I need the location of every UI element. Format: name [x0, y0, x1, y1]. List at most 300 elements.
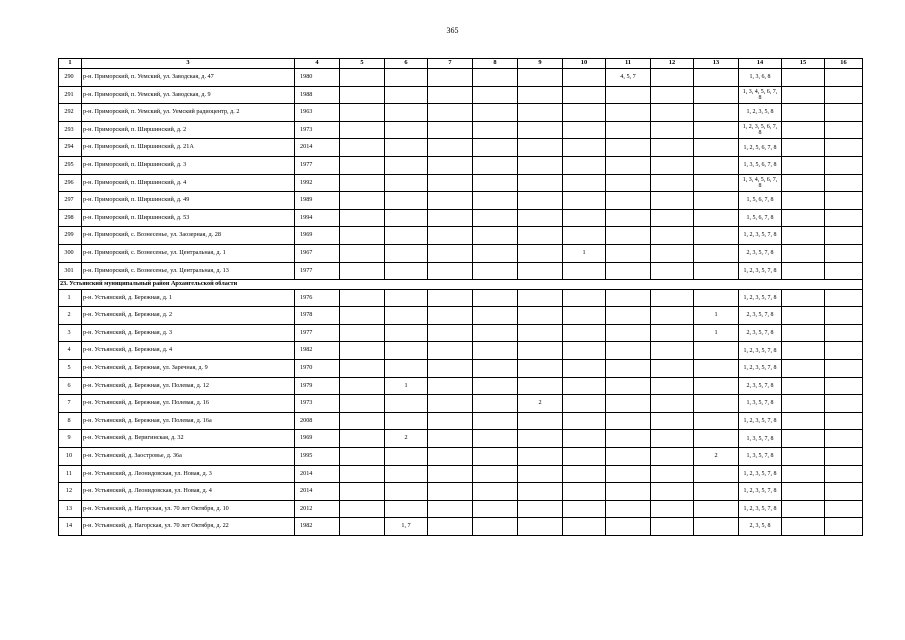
table-row: [59, 244, 863, 262]
table-cell-c9: [518, 342, 563, 360]
table-cell-c9: [518, 518, 563, 536]
table-cell-year: 1995: [295, 447, 340, 465]
table-cell-c9: 2: [518, 395, 563, 413]
table-cell-c9: [518, 465, 563, 483]
table-row: [59, 483, 863, 501]
table-cell-c10: [563, 227, 606, 245]
table-cell-c9: [518, 500, 563, 518]
table-cell-c7: [428, 289, 473, 307]
column-header: 3: [82, 59, 295, 69]
table-cell-c6: [385, 227, 428, 245]
table-cell-c11: 4, 5, 7: [606, 69, 651, 87]
table-cell-c11: [606, 289, 651, 307]
table-cell-c11: [606, 465, 651, 483]
table-cell-c8: [473, 518, 518, 536]
table-cell-c5: [340, 209, 385, 227]
table-cell-c13: [694, 412, 739, 430]
table-cell-c8: [473, 412, 518, 430]
table-cell-c14: 1, 2, 3, 5, 7, 8: [739, 465, 782, 483]
table-cell-n: 1: [59, 289, 82, 307]
table-cell-addr: р-н. Приморский, п. Уемский, ул. Заводская, д. 9: [82, 86, 295, 104]
table-cell-c6: 1: [385, 377, 428, 395]
table-cell-c7: [428, 104, 473, 122]
table-cell-c8: [473, 156, 518, 174]
column-header: 10: [563, 59, 606, 69]
table-cell-c9: [518, 307, 563, 325]
table-cell-c11: [606, 377, 651, 395]
table-cell-c14: 2, 3, 5, 8: [739, 518, 782, 536]
table-cell-c15: [782, 192, 825, 210]
table-cell-c11: [606, 262, 651, 280]
table-row: [59, 518, 863, 536]
table-cell-c9: [518, 69, 563, 87]
table-cell-c6: 1, 7: [385, 518, 428, 536]
table-cell-c9: [518, 209, 563, 227]
table-cell-c8: [473, 244, 518, 262]
table-cell-year: 1989: [295, 192, 340, 210]
table-cell-year: 2012: [295, 500, 340, 518]
table-cell-c10: [563, 518, 606, 536]
table-cell-c14: 1, 3, 4, 5, 6, 7, 8: [739, 86, 782, 104]
table-cell-c5: [340, 447, 385, 465]
table-cell-c16: [825, 244, 863, 262]
table-cell-c11: [606, 360, 651, 378]
table-cell-c8: [473, 289, 518, 307]
table-cell-c11: [606, 86, 651, 104]
table-cell-addr: р-н. Приморский, п. Ширшинский, д. 53: [82, 209, 295, 227]
table-cell-c10: [563, 465, 606, 483]
section-row: [59, 280, 863, 290]
table-cell-year: 1979: [295, 377, 340, 395]
table-cell-c10: [563, 377, 606, 395]
table-cell-c14: 1, 2, 3, 5, 7, 8: [739, 289, 782, 307]
table-cell-c7: [428, 86, 473, 104]
table-cell-c10: [563, 430, 606, 448]
table-cell-c5: [340, 307, 385, 325]
table-cell-c10: [563, 360, 606, 378]
table-cell-c16: [825, 156, 863, 174]
table-cell-c13: 2: [694, 447, 739, 465]
table-cell-c8: [473, 360, 518, 378]
table-cell-c5: [340, 121, 385, 139]
table-cell-n: 7: [59, 395, 82, 413]
table-cell-c11: [606, 244, 651, 262]
table-cell-c6: [385, 209, 428, 227]
table-cell-n: 14: [59, 518, 82, 536]
table-cell-c8: [473, 500, 518, 518]
table-cell-c9: [518, 483, 563, 501]
table-row: [59, 156, 863, 174]
table-cell-c12: [651, 192, 694, 210]
table-cell-c11: [606, 483, 651, 501]
table-cell-c13: [694, 192, 739, 210]
table-cell-c7: [428, 227, 473, 245]
table-cell-c7: [428, 156, 473, 174]
table-cell-c15: [782, 447, 825, 465]
table-row: [59, 86, 863, 104]
column-header: 1: [59, 59, 82, 69]
table-cell-c7: [428, 412, 473, 430]
table-cell-c13: [694, 86, 739, 104]
table-row: [59, 447, 863, 465]
table-cell-addr: р-н. Устьянский, д. Леонидовская, ул. Новая, д. 3: [82, 465, 295, 483]
table-cell-c16: [825, 518, 863, 536]
table-cell-c6: [385, 465, 428, 483]
table-cell-c5: [340, 262, 385, 280]
table-cell-c15: [782, 483, 825, 501]
table-cell-year: 1969: [295, 430, 340, 448]
table-cell-c7: [428, 377, 473, 395]
column-header: 8: [473, 59, 518, 69]
table-cell-c7: [428, 262, 473, 280]
table-cell-year: 1976: [295, 289, 340, 307]
table-cell-c8: [473, 324, 518, 342]
table-cell-c15: [782, 262, 825, 280]
table-cell-c11: [606, 307, 651, 325]
table-cell-c12: [651, 465, 694, 483]
column-header: 15: [782, 59, 825, 69]
table-cell-c16: [825, 360, 863, 378]
column-header: 16: [825, 59, 863, 69]
table-cell-c16: [825, 483, 863, 501]
table-cell-addr: р-н. Устьянский, д. Бережная, ул. Полевая, д. 12: [82, 377, 295, 395]
table-cell-n: 292: [59, 104, 82, 122]
table-cell-year: 2014: [295, 139, 340, 157]
table-cell-c14: 1, 2, 3, 5, 7, 8: [739, 227, 782, 245]
table-cell-c10: [563, 342, 606, 360]
table-cell-c7: [428, 121, 473, 139]
table-cell-c7: [428, 500, 473, 518]
table-cell-c6: 2: [385, 430, 428, 448]
table-cell-c15: [782, 500, 825, 518]
table-cell-c5: [340, 156, 385, 174]
table-cell-c10: [563, 174, 606, 192]
table-cell-c5: [340, 227, 385, 245]
table-cell-n: 291: [59, 86, 82, 104]
table-cell-c7: [428, 483, 473, 501]
table-cell-year: 1973: [295, 121, 340, 139]
table-cell-n: 10: [59, 447, 82, 465]
table-cell-c7: [428, 69, 473, 87]
table-cell-c10: [563, 307, 606, 325]
table-cell-c16: [825, 69, 863, 87]
table-cell-c5: [340, 430, 385, 448]
table-cell-c10: [563, 324, 606, 342]
table-cell-c5: [340, 412, 385, 430]
table-cell-c16: [825, 139, 863, 157]
table-cell-c11: [606, 430, 651, 448]
table-cell-c14: 1, 2, 3, 5, 7, 8: [739, 483, 782, 501]
table-cell-year: 1988: [295, 86, 340, 104]
table-cell-c12: [651, 86, 694, 104]
table-cell-c9: [518, 289, 563, 307]
table-cell-n: 13: [59, 500, 82, 518]
table-cell-c16: [825, 377, 863, 395]
table-cell-addr: р-н. Приморский, п. Ширшинский, д. 3: [82, 156, 295, 174]
table-cell-c12: [651, 244, 694, 262]
table-cell-c13: [694, 104, 739, 122]
table-cell-c15: [782, 289, 825, 307]
table-cell-c6: [385, 500, 428, 518]
table-cell-c16: [825, 342, 863, 360]
table-cell-c11: [606, 174, 651, 192]
table-cell-c11: [606, 227, 651, 245]
table-cell-c6: [385, 342, 428, 360]
table-cell-c15: [782, 104, 825, 122]
table-cell-c8: [473, 262, 518, 280]
table-cell-c8: [473, 447, 518, 465]
table-cell-c16: [825, 465, 863, 483]
table-cell-c7: [428, 465, 473, 483]
table-cell-c13: [694, 209, 739, 227]
table-cell-c15: [782, 227, 825, 245]
table-cell-c12: [651, 262, 694, 280]
table-cell-c10: [563, 104, 606, 122]
table-cell-c8: [473, 69, 518, 87]
table-cell-c6: [385, 244, 428, 262]
table-cell-c12: [651, 307, 694, 325]
table-row: [59, 209, 863, 227]
column-header: 14: [739, 59, 782, 69]
table-cell-addr: р-н. Устьянский, д. Бережная, ул. Полевая, д. 16а: [82, 412, 295, 430]
buildings-table: [58, 58, 863, 536]
table-cell-c13: [694, 377, 739, 395]
table-cell-c5: [340, 244, 385, 262]
table-cell-c10: [563, 121, 606, 139]
table-cell-year: 1970: [295, 360, 340, 378]
table-cell-c6: [385, 412, 428, 430]
table-cell-n: 297: [59, 192, 82, 210]
table-cell-year: 1977: [295, 156, 340, 174]
table-cell-c12: [651, 412, 694, 430]
section-title: 23. Устьянский муниципальный район Архангельской области: [59, 280, 863, 290]
table-cell-c5: [340, 86, 385, 104]
table-cell-addr: р-н. Устьянский, д. Бережная, д. 1: [82, 289, 295, 307]
table-cell-c13: [694, 262, 739, 280]
table-cell-addr: р-н. Устьянский, д. Веригинская, д. 32: [82, 430, 295, 448]
table-cell-c10: [563, 500, 606, 518]
table-cell-c6: [385, 395, 428, 413]
header-row: [59, 59, 863, 69]
table-cell-c11: [606, 518, 651, 536]
table-cell-c12: [651, 156, 694, 174]
table-cell-c13: [694, 69, 739, 87]
table-cell-c8: [473, 483, 518, 501]
table-cell-c6: [385, 262, 428, 280]
table-cell-addr: р-н. Устьянский, д. Заостровье, д. 36а: [82, 447, 295, 465]
table-row: [59, 360, 863, 378]
table-cell-c13: [694, 289, 739, 307]
table-cell-addr: р-н. Приморский, п. Уемский, ул. Уемский радиоцентр, д. 2: [82, 104, 295, 122]
table-cell-c14: 1, 2, 3, 5, 7, 8: [739, 500, 782, 518]
table-cell-c9: [518, 192, 563, 210]
table-cell-c14: 1, 5, 6, 7, 8: [739, 192, 782, 210]
table-cell-c10: [563, 447, 606, 465]
column-header: 12: [651, 59, 694, 69]
table-cell-c15: [782, 342, 825, 360]
table-cell-c11: [606, 342, 651, 360]
table-cell-c14: 1, 2, 3, 5, 8: [739, 104, 782, 122]
table-cell-year: 1967: [295, 244, 340, 262]
table-cell-c12: [651, 360, 694, 378]
table-cell-c16: [825, 121, 863, 139]
table-cell-c7: [428, 518, 473, 536]
table-cell-c5: [340, 174, 385, 192]
table-cell-c14: 1, 2, 3, 5, 6, 7, 8: [739, 121, 782, 139]
table-cell-c15: [782, 307, 825, 325]
table-cell-c11: [606, 139, 651, 157]
table-cell-c15: [782, 156, 825, 174]
table-row: [59, 342, 863, 360]
table-cell-c8: [473, 227, 518, 245]
table-cell-c9: [518, 121, 563, 139]
table-cell-c7: [428, 244, 473, 262]
table-cell-c16: [825, 500, 863, 518]
table-cell-c14: 1, 5, 6, 7, 8: [739, 209, 782, 227]
table-cell-c7: [428, 139, 473, 157]
column-header: 9: [518, 59, 563, 69]
table-cell-c12: [651, 395, 694, 413]
table-cell-c13: [694, 360, 739, 378]
column-header: 6: [385, 59, 428, 69]
table-row: [59, 500, 863, 518]
table-cell-c14: 2, 3, 5, 7, 8: [739, 244, 782, 262]
table-cell-c16: [825, 262, 863, 280]
table-row: [59, 262, 863, 280]
table-cell-addr: р-н. Приморский, с. Вознесенье, ул. Центральная, д. 13: [82, 262, 295, 280]
table-row: [59, 289, 863, 307]
table-cell-c11: [606, 395, 651, 413]
table-cell-c6: [385, 324, 428, 342]
table-cell-c6: [385, 483, 428, 501]
table-cell-c15: [782, 139, 825, 157]
table-cell-c11: [606, 156, 651, 174]
table-row: [59, 104, 863, 122]
table-cell-c13: [694, 156, 739, 174]
table-row: [59, 324, 863, 342]
table-row: [59, 307, 863, 325]
table-cell-c5: [340, 289, 385, 307]
table-row: [59, 412, 863, 430]
table-cell-n: 300: [59, 244, 82, 262]
table-cell-c14: 1, 2, 3, 5, 7, 8: [739, 412, 782, 430]
table-cell-c5: [340, 69, 385, 87]
table-cell-c12: [651, 289, 694, 307]
table-cell-c12: [651, 69, 694, 87]
table-cell-c9: [518, 262, 563, 280]
table-cell-c11: [606, 121, 651, 139]
table-cell-addr: р-н. Приморский, с. Вознесенье, ул. Центральная, д. 1: [82, 244, 295, 262]
table-cell-year: 1982: [295, 342, 340, 360]
table-cell-n: 12: [59, 483, 82, 501]
table-cell-c8: [473, 139, 518, 157]
table-cell-c16: [825, 395, 863, 413]
table-cell-c10: [563, 192, 606, 210]
table-cell-c15: [782, 209, 825, 227]
table-cell-c7: [428, 360, 473, 378]
table-cell-c13: [694, 174, 739, 192]
table-cell-c14: 1, 3, 4, 5, 6, 7, 8: [739, 174, 782, 192]
table-cell-c13: [694, 227, 739, 245]
table-cell-c6: [385, 139, 428, 157]
table-cell-c11: [606, 104, 651, 122]
table-cell-c14: 1, 2, 3, 5, 7, 8: [739, 262, 782, 280]
table-cell-addr: р-н. Приморский, п. Ширшинский, д. 2: [82, 121, 295, 139]
table-cell-c14: 1, 2, 3, 5, 7, 8: [739, 342, 782, 360]
table-cell-c9: [518, 156, 563, 174]
table-cell-c6: [385, 174, 428, 192]
table-cell-c8: [473, 395, 518, 413]
table-cell-c13: [694, 244, 739, 262]
table-body: [59, 69, 863, 536]
table-cell-c14: 1, 3, 5, 7, 8: [739, 447, 782, 465]
table-cell-c11: [606, 412, 651, 430]
table-cell-c8: [473, 430, 518, 448]
table-cell-c6: [385, 104, 428, 122]
table-cell-c12: [651, 139, 694, 157]
table-cell-addr: р-н. Устьянский, д. Нагорская, ул. 70 лет Октября, д. 10: [82, 500, 295, 518]
table-cell-c6: [385, 69, 428, 87]
table-cell-c14: 2, 3, 5, 7, 8: [739, 377, 782, 395]
table-cell-year: 1977: [295, 262, 340, 280]
table-cell-n: 290: [59, 69, 82, 87]
table-cell-c9: [518, 139, 563, 157]
table-cell-addr: р-н. Приморский, п. Ширшинский, д. 21А: [82, 139, 295, 157]
table-cell-year: 2008: [295, 412, 340, 430]
table-row: [59, 192, 863, 210]
table-cell-c9: [518, 174, 563, 192]
table-cell-c10: [563, 412, 606, 430]
table-cell-c16: [825, 192, 863, 210]
table-cell-c5: [340, 342, 385, 360]
table-row: [59, 465, 863, 483]
table-cell-c6: [385, 307, 428, 325]
table-cell-c9: [518, 227, 563, 245]
table-cell-year: 1963: [295, 104, 340, 122]
table-cell-n: 4: [59, 342, 82, 360]
table-cell-addr: р-н. Устьянский, д. Леонидовская, ул. Новая, д. 4: [82, 483, 295, 501]
table-cell-c8: [473, 192, 518, 210]
table-row: [59, 139, 863, 157]
table-cell-year: 1982: [295, 518, 340, 536]
table-cell-c11: [606, 209, 651, 227]
table-cell-c15: [782, 518, 825, 536]
table-cell-year: 1969: [295, 227, 340, 245]
table-cell-c6: [385, 121, 428, 139]
table-cell-year: 2014: [295, 483, 340, 501]
table-cell-c15: [782, 244, 825, 262]
column-header: 13: [694, 59, 739, 69]
table-cell-c9: [518, 412, 563, 430]
table-cell-c5: [340, 465, 385, 483]
table-cell-addr: р-н. Устьянский, д. Бережная, ул. Заречная, д. 9: [82, 360, 295, 378]
table-cell-c13: [694, 430, 739, 448]
table-cell-n: 301: [59, 262, 82, 280]
table-row: [59, 377, 863, 395]
table-cell-c15: [782, 430, 825, 448]
table-row: [59, 121, 863, 139]
table-cell-c10: [563, 289, 606, 307]
table-cell-c5: [340, 104, 385, 122]
table-cell-c12: [651, 342, 694, 360]
page-number: 365: [446, 26, 459, 35]
table-cell-addr: р-н. Устьянский, д. Бережная, д. 3: [82, 324, 295, 342]
table-cell-c13: [694, 500, 739, 518]
table-cell-addr: р-н. Приморский, п. Уемский, ул. Заводская, д. 47: [82, 69, 295, 87]
table-cell-c10: 1: [563, 244, 606, 262]
table-cell-c12: [651, 324, 694, 342]
table-cell-c5: [340, 483, 385, 501]
